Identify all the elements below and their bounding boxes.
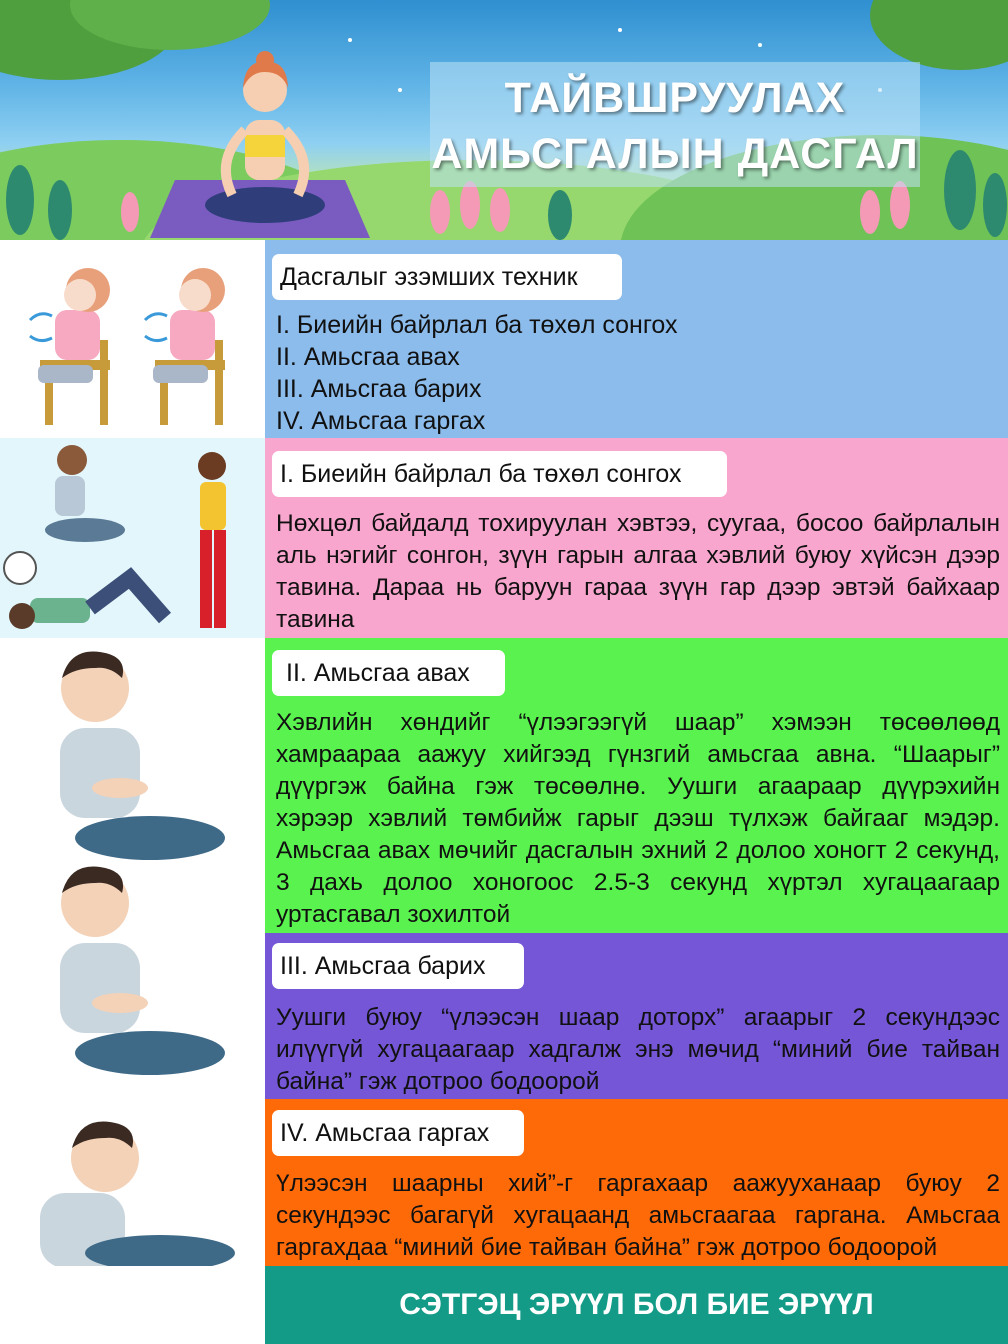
technique-item-4: IV. Амьсгаа гаргах [276, 407, 486, 435]
technique-label: Дасгалыг эзэмших техник [272, 254, 622, 300]
breathing-figures-icon [0, 240, 265, 438]
exhale-text: Үлээсэн шаарны хий”-г гаргахаар аажууханаар буюу 2 секундээс багагүй хугацаанд амьсгаагаа гаргана. Амьсгаа гаргахдаа “миний бие тайван байна” гэж дотроо бодоорой [276, 1170, 1000, 1261]
meditating-figures-icon [0, 638, 265, 1266]
title-line-1: ТАЙВШРУУЛАХ [504, 74, 846, 122]
title-line-2: АМЬСГАЛЫН ДАСГАЛ [431, 130, 919, 178]
technique-item-3: III. Амьсгаа барих [276, 375, 482, 403]
body-positions-illustration [0, 438, 265, 638]
hold-label: III. Амьсгаа барих [272, 943, 524, 989]
posture-label: I. Биеийн байрлал ба төхөл сонгох [272, 451, 727, 497]
exhale-label: IV. Амьсгаа гаргах [272, 1110, 524, 1156]
hold-text: Уушги буюу “үлээсэн шаар доторх” агаарыг 2 секундээс илүүгүй хугацаагаар хадгалж энэ мөчид “миний бие тайван байна” гэж дотроо бодоорой [276, 1004, 1000, 1095]
positions-figures-icon [0, 438, 265, 638]
meditating-man-illustrations [0, 638, 265, 1266]
posture-text: Нөхцөл байдалд тохируулан хэвтээ, суугаа, босоо байрлалын аль нэгийг сонгон, зүүн гарын алгаа хэвлий буюу хүйсэн дээр тавина. Дараа нь баруун гараа зүүн гар дээр эвтэй байхаар тавина [276, 510, 1000, 633]
technique-item-1: I. Биеийн байрлал ба төхөл сонгох [276, 311, 678, 339]
inhale-label: II. Амьсгаа авах [272, 650, 505, 696]
breathing-chairs-illustration [0, 240, 265, 438]
page-title [430, 70, 920, 182]
footer-slogan: СЭТГЭЦ ЭРҮҮЛ БОЛ БИЕ ЭРҮҮЛ [399, 1288, 874, 1321]
inhale-text: Хэвлийн хөндийг “үлээгээгүй шаар” хэмээн төсөөлөөд хамраараа аажуу хийгээд гүнзгий амьсгаа авна. “Шаарыг” дүүргэж байна гэж төсөөлнө. Уушги агаараар дүүрэхийн хэрээр хэвлий төмбийж гарыг дээш түлхэж байгааг мэдэр. Амьсгаа авах мөчийг дасгалын эхний 2 долоо хоногт 2 секунд, 3 дахь долоо хоногоос 2.5-3 секунд хүртэл хугацаагаар уртасгавал зохилтой [276, 709, 1000, 928]
technique-item-2: II. Амьсгаа авах [276, 343, 460, 371]
